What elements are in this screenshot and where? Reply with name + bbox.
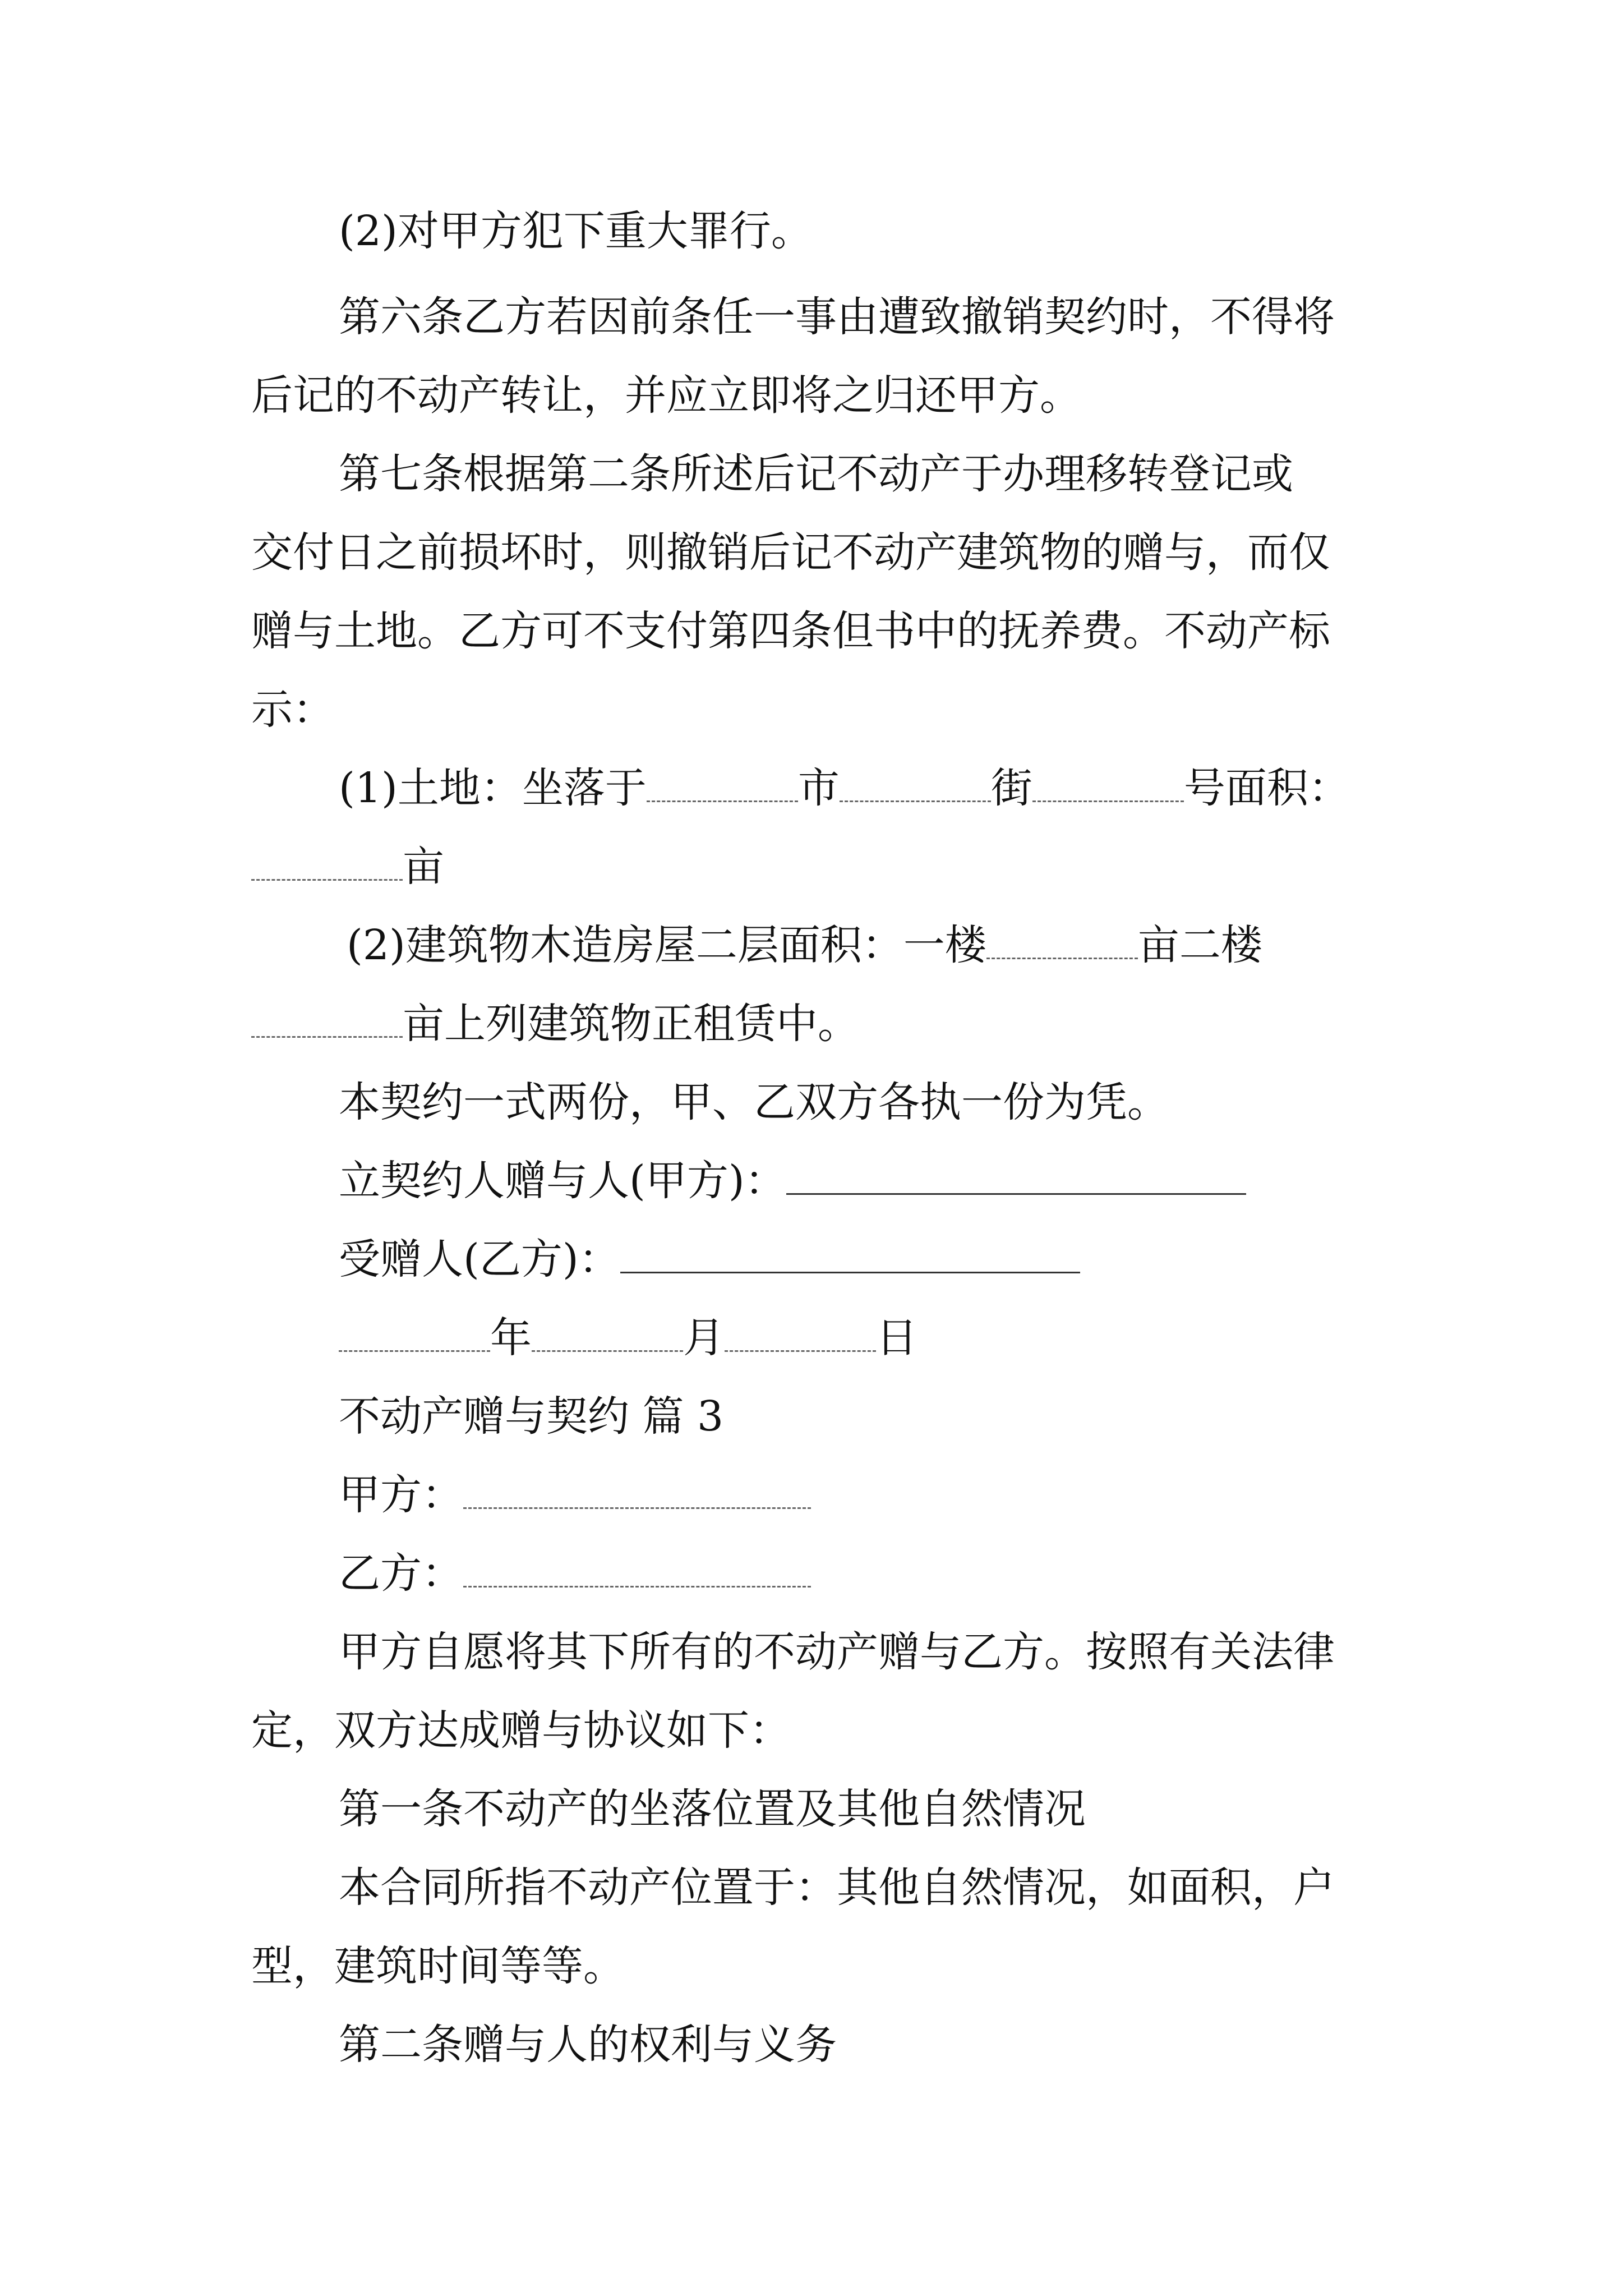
first-floor-area-blank [986,923,1138,959]
article-7-line-1: 第七条根据第二条所述后记不动产于办理移转登记或 [339,450,1293,498]
section-title: 不动产赠与契约 篇 3 [339,1392,724,1441]
article-6-line-1: 第六条乙方若因前条任一事由遭致撤销契约时，不得将 [339,293,1335,341]
donee-signature-blank [620,1237,1080,1273]
party-a-line: 甲方： [339,1467,811,1523]
building-line-2: 亩上列建筑物正租赁中。 [251,996,859,1052]
clause-item-2: (2)对甲方犯下重大罪行。 [339,207,813,255]
land-location-blank [647,766,798,802]
party-a-blank [463,1473,811,1509]
donee-signature-line: 受赠人(乙方)： [339,1231,1080,1287]
land-street-blank [1032,766,1184,802]
year-blank [339,1315,490,1352]
donor-signature-blank [786,1158,1246,1195]
second-floor-area-blank [251,1001,403,1038]
land-line: (1)土地：坐落于 市 街 号面积： [339,764,1350,812]
date-line: 年 月 日 [339,1310,917,1366]
land-area-line: 亩 [251,839,444,895]
article-7-line-2: 交付日之前损坏时，则撤销后记不动产建筑物的赠与，而仅 [251,528,1330,577]
month-blank [532,1315,683,1352]
party-b-blank [463,1551,811,1588]
intro-line-1: 甲方自愿将其下所有的不动产赠与乙方。按照有关法律 [339,1628,1335,1676]
article-6-line-2: 后记的不动产转让，并应立即将之归还甲方。 [251,371,1081,420]
day-blank [725,1315,876,1352]
party-b-line: 乙方： [339,1545,811,1602]
article-7-line-4: 示： [251,685,334,734]
land-city-blank [840,766,991,802]
land-area-blank [251,844,403,881]
donor-signature-line: 立契约人赠与人(甲方)： [339,1153,1246,1209]
article-7-line-3: 赠与土地。乙方可不支付第四条但书中的抚养费。不动产标 [251,607,1330,655]
article-2-title: 第二条赠与人的权利与义务 [339,2021,837,2069]
copies-line: 本契约一式两份，甲、乙双方各执一份为凭。 [339,1078,1169,1126]
article-1-line-1: 本合同所指不动产位置于：其他自然情况，如面积，户 [339,1864,1335,1912]
article-1-title: 第一条不动产的坐落位置及其他自然情况 [339,1785,1086,1833]
article-1-line-2: 型，建筑时间等等。 [251,1942,625,1990]
building-line: (2)建筑物木造房屋二层面积：一楼 亩二楼 [347,921,1262,969]
intro-line-2: 定，双方达成赠与协议如下： [251,1706,791,1755]
